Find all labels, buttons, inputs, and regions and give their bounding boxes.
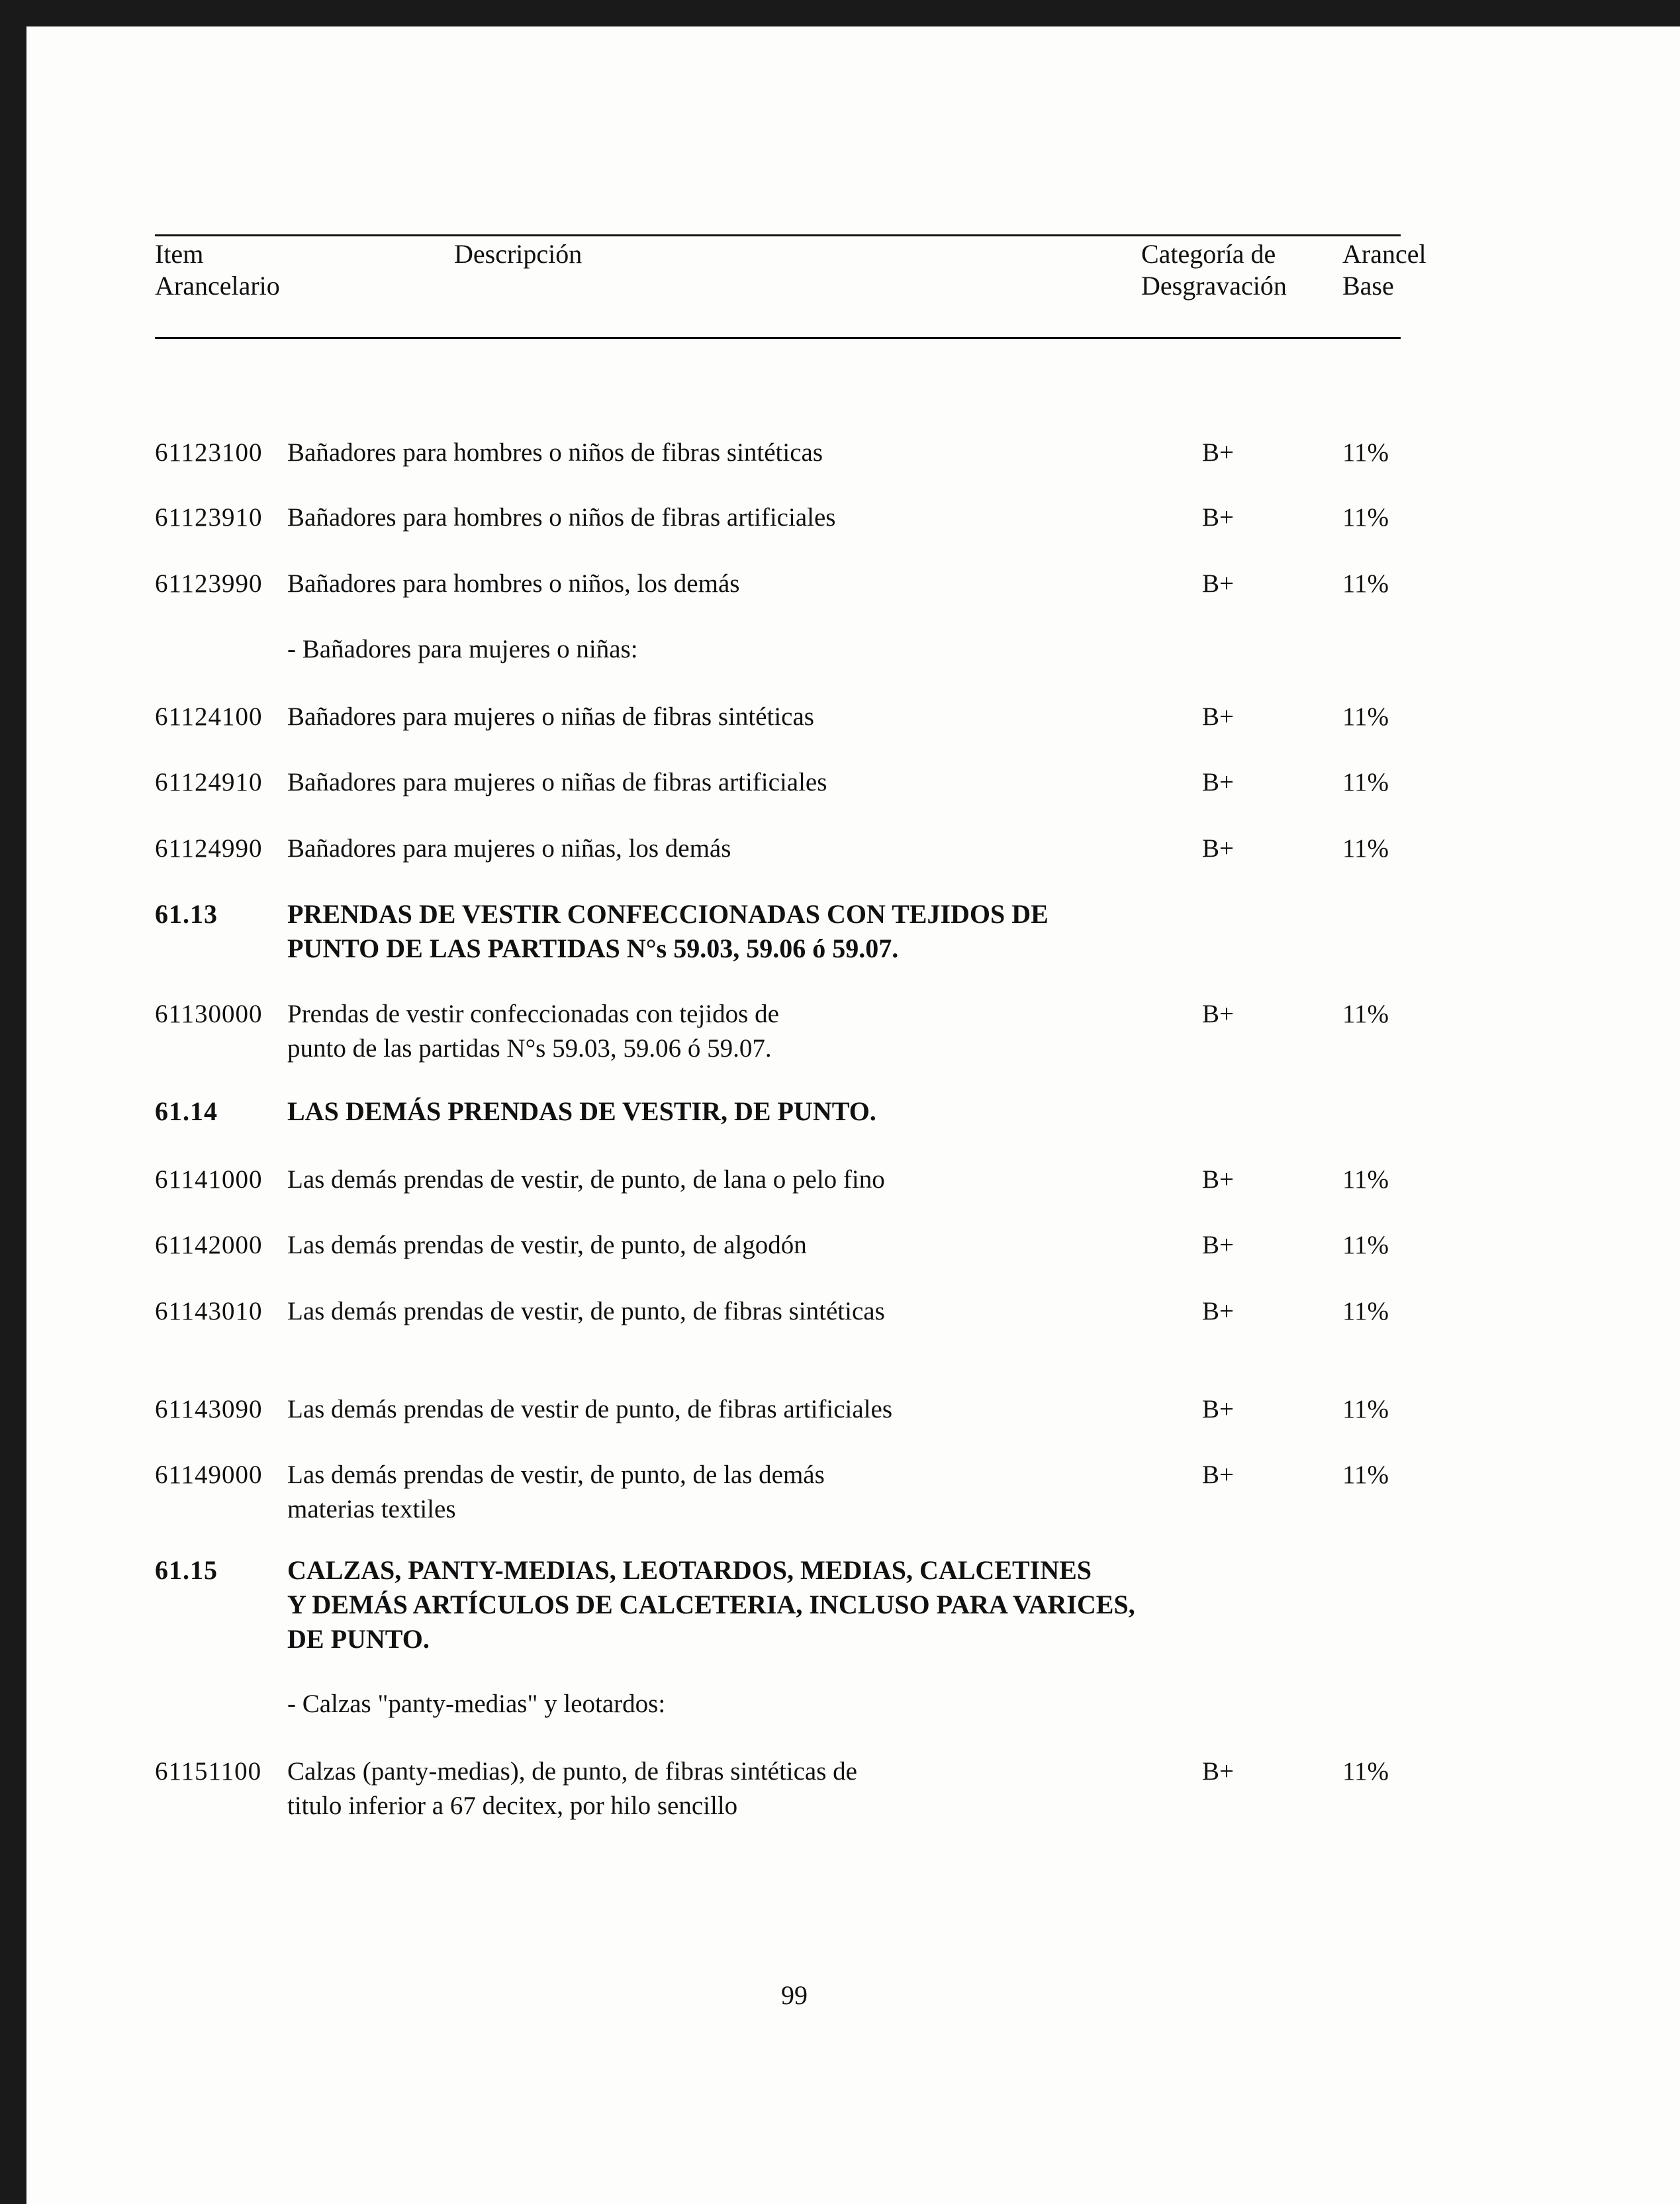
item-description [287,1294,885,1329]
item-code: 61123910 [155,503,263,532]
base-tariff-value: 11% [1342,503,1389,532]
base-tariff-value: 11% [1342,1757,1389,1786]
description-line: Las demás prendas de vestir de punto, de fibras artificiales [287,1395,893,1423]
category-value: B+ [1202,1461,1235,1489]
description-line: - Calzas "panty-medias" y leotardos: [287,1690,666,1718]
table-row [0,1392,1680,1459]
item-description [287,1687,665,1721]
base-tariff-value: 11% [1342,834,1389,863]
item-code: 61124990 [155,834,263,863]
item-code: 61124100 [155,702,263,731]
description-line: Las demás prendas de vestir, de punto, de las demás [287,1461,825,1489]
table-row [0,501,1680,567]
base-tariff-value: 11% [1342,1395,1389,1423]
item-description [287,632,638,667]
table-row [0,832,1680,898]
description-line: CALZAS, PANTY-MEDIAS, LEOTARDOS, MEDIAS, CALCETINES [287,1555,1092,1585]
table-row [0,997,1680,1063]
description-line: LAS DEMÁS PRENDAS DE VESTIR, DE PUNTO. [287,1096,876,1126]
table-row [0,632,1680,698]
table-row [0,897,1680,963]
table-row [0,700,1680,766]
table-row [0,567,1680,633]
category-value: B+ [1202,1395,1235,1423]
description-line: Las demás prendas de vestir, de punto, de lana o pelo fino [287,1165,885,1194]
description-line: Bañadores para mujeres o niñas de fibras sintéticas [287,702,814,731]
base-tariff-value: 11% [1342,569,1389,598]
table-row [0,1458,1680,1524]
table-row [0,1094,1680,1161]
table-row [0,1687,1680,1753]
category-value: B+ [1202,702,1235,731]
heading-description [287,1094,876,1129]
item-description [287,1163,885,1197]
category-value: B+ [1202,1165,1235,1194]
heading-description [287,897,1049,966]
description-line: Las demás prendas de vestir, de punto, de algodón [287,1231,807,1259]
description-line: Bañadores para mujeres o niñas, los demás [287,834,731,863]
category-value: B+ [1202,503,1235,532]
description-line: punto de las partidas N°s 59.03, 59.06 ó 59.07. [287,1034,772,1063]
base-tariff-value: 11% [1342,438,1389,467]
base-tariff-value: 11% [1342,1165,1389,1194]
table-row [0,1553,1680,1654]
base-tariff-value: 11% [1342,702,1389,731]
table-row [0,1754,1680,1821]
base-tariff-value: 11% [1342,1461,1389,1489]
item-code: 61141000 [155,1165,263,1194]
item-description [287,832,731,866]
table-row [0,436,1680,502]
heading-code: 61.13 [155,899,218,929]
item-description [287,1458,825,1527]
description-line: Y DEMÁS ARTÍCULOS DE CALCETERIA, INCLUSO PARA VARICES, [287,1590,1135,1619]
item-code: 61143010 [155,1297,263,1325]
item-code: 61142000 [155,1231,263,1259]
table-row [0,765,1680,832]
item-code: 61123100 [155,438,263,467]
base-tariff-value: 11% [1342,1000,1389,1028]
header-item-label: Item Arancelario [155,239,280,301]
item-code: 61149000 [155,1461,263,1489]
category-value: B+ [1202,569,1235,598]
item-description [287,765,827,800]
item-description [287,1754,857,1823]
heading-code: 61.15 [155,1555,218,1585]
item-description [287,436,823,470]
description-line: - Bañadores para mujeres o niñas: [287,635,638,663]
base-tariff-value: 11% [1342,768,1389,796]
category-value: B+ [1202,1297,1235,1325]
description-line: PUNTO DE LAS PARTIDAS N°s 59.03, 59.06 ó 59.07. [287,934,899,963]
item-code: 61130000 [155,1000,263,1028]
item-description [287,501,835,535]
description-line: Bañadores para mujeres o niñas de fibras artificiales [287,768,827,796]
category-value: B+ [1202,768,1235,796]
header-base-label: Arancel Base [1342,239,1426,301]
item-code: 61123990 [155,569,263,598]
category-value: B+ [1202,834,1235,863]
category-value: B+ [1202,1231,1235,1259]
table-row [0,1228,1680,1294]
category-value: B+ [1202,1000,1235,1028]
category-value: B+ [1202,438,1235,467]
description-line: materias textiles [287,1495,456,1523]
description-line: Bañadores para hombres o niños de fibras sintéticas [287,438,823,467]
description-line: PRENDAS DE VESTIR CONFECCIONADAS CON TEJIDOS DE [287,899,1049,929]
item-description [287,700,814,734]
description-line: Bañadores para hombres o niños, los demás [287,569,740,598]
description-line: DE PUNTO. [287,1624,430,1654]
heading-description [287,1553,1135,1656]
item-description [287,1392,892,1427]
heading-code: 61.14 [155,1096,218,1126]
description-line: Las demás prendas de vestir, de punto, de fibras sintéticas [287,1297,885,1325]
item-description [287,1228,807,1263]
item-code: 61143090 [155,1395,263,1423]
base-tariff-value: 11% [1342,1297,1389,1325]
page-number: 99 [781,1980,808,2010]
category-value: B+ [1202,1757,1235,1786]
header-category-label: Categoría de Desgravación [1141,239,1287,301]
description-line: Bañadores para hombres o niños de fibras artificiales [287,503,836,532]
item-code: 61151100 [155,1757,262,1786]
description-line: Prendas de vestir confeccionadas con tejidos de [287,1000,779,1028]
table-row [0,1294,1680,1361]
header-description-label: Descripción [454,239,583,269]
item-description [287,997,779,1066]
description-line: titulo inferior a 67 decitex, por hilo sencillo [287,1792,738,1820]
table-row [0,1163,1680,1229]
base-tariff-value: 11% [1342,1231,1389,1259]
item-description [287,567,739,601]
description-line: Calzas (panty-medias), de punto, de fibras sintéticas de [287,1757,857,1786]
item-code: 61124910 [155,768,263,796]
